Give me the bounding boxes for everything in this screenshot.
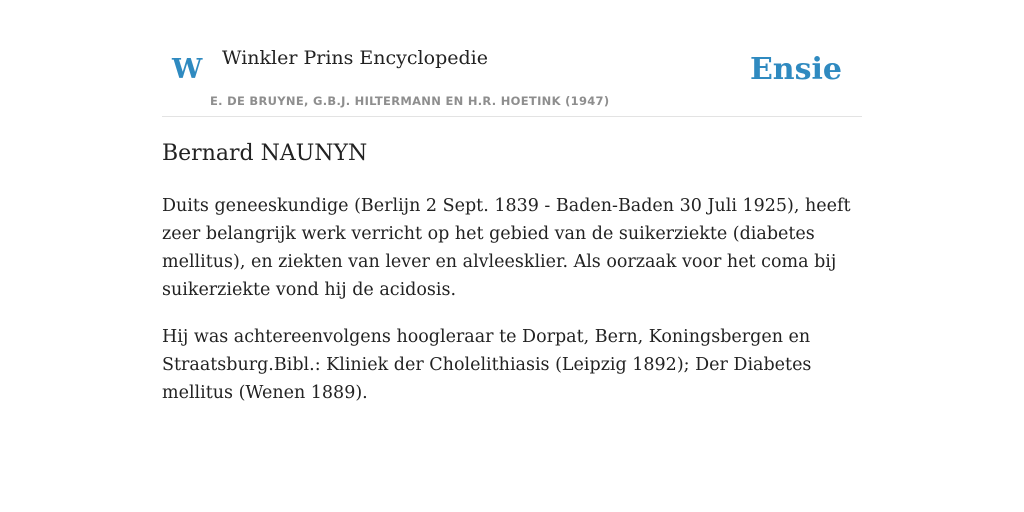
publication-logo[interactable]: W [172, 54, 203, 85]
ensie-logo-link[interactable]: Ensie [749, 52, 842, 87]
publication-title[interactable]: Winkler Prins Encyclopedie [222, 47, 488, 69]
article-title: Bernard NAUNYN [162, 141, 368, 166]
article-paragraph: Hij was achtereenvolgens hoogleraar te Dorpat, Bern, Koningsbergen en Straatsburg.Bibl.: Kliniek der Cholelithiasis (Leipzig 1892); Der Diabetes mellitus (Wenen 1889). [162, 327, 812, 403]
article-body [162, 192, 862, 426]
publication-header [162, 40, 862, 117]
publication-authors: E. DE BRUYNE, G.B.J. HILTERMANN EN H.R. HOETINK (1947) [210, 94, 610, 108]
article-paragraph: Duits geneeskundige (Berlijn 2 Sept. 1839 - Baden-Baden 30 Juli 1925), heeft zeer belangrijk werk verricht op het gebied van de suikerziekte (diabetes mellitus), en ziekten van lever en alvleesklier. Als oorzaak voor het coma bij suikerziekte vond hij de acidosis. [162, 196, 851, 300]
